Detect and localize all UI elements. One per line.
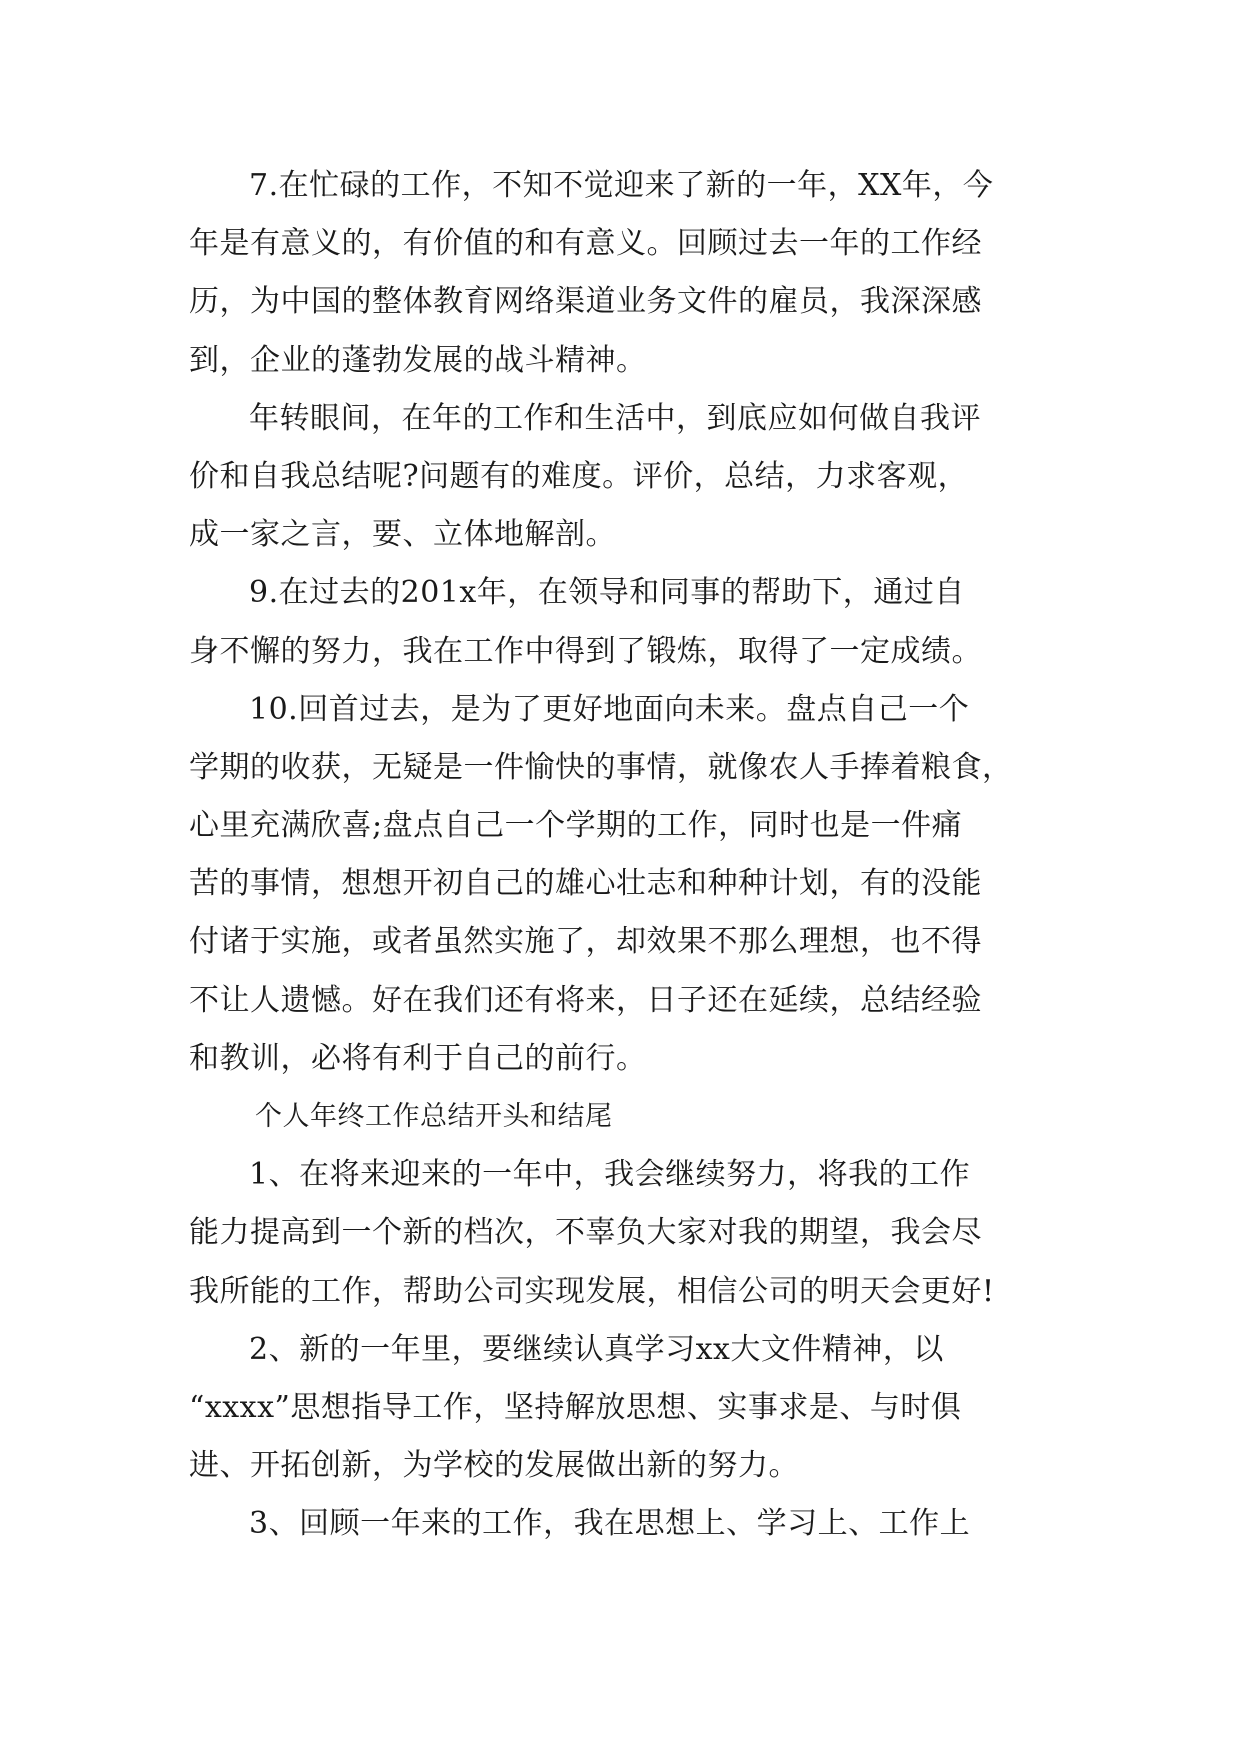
text-line: 不让人遗憾。好在我们还有将来，日子还在延续，总结经验 <box>189 982 982 1018</box>
text-line: 成一家之言，要、立体地解剖。 <box>189 517 616 553</box>
text-line: 历，为中国的整体教育网络渠道业务文件的雇员，我深深感 <box>189 284 982 320</box>
text-line: 1、在将来迎来的一年中，我会继续努力，将我的工作 <box>249 1157 971 1193</box>
text-line: 2、新的一年里，要继续认真学习xx大文件精神，以 <box>249 1331 944 1367</box>
paragraph-10 <box>189 681 1049 1088</box>
paragraph-9 <box>189 564 1049 680</box>
paragraph-7 <box>189 157 1049 390</box>
text-line: 付诸于实施，或者虽然实施了，却效果不那么理想，也不得 <box>189 924 982 960</box>
text-line: 年是有意义的，有价值的和有意义。回顾过去一年的工作经 <box>189 226 982 262</box>
text-line: 学期的收获，无疑是一件愉快的事情，就像农人手捧着粮食， <box>189 749 1013 785</box>
closing-paragraph-2 <box>189 1321 1049 1496</box>
paragraph-8 <box>189 390 1049 565</box>
text-line: 10.回首过去，是为了更好地面向未来。盘点自己一个 <box>249 691 970 727</box>
text-line: 价和自我总结呢?问题有的难度。评价，总结，力求客观， <box>189 458 969 494</box>
text-line: 我所能的工作，帮助公司实现发展，相信公司的明天会更好! <box>189 1273 995 1309</box>
document-body <box>189 157 1049 1554</box>
text-line: “xxxx”思想指导工作，坚持解放思想、实事求是、与时俱 <box>189 1389 962 1425</box>
closing-paragraph-3 <box>189 1495 1049 1553</box>
text-line: 7.在忙碌的工作，不知不觉迎来了新的一年，XX年，今 <box>249 168 994 203</box>
text-line: 9.在过去的201x年，在领导和同事的帮助下，通过自 <box>249 575 965 611</box>
text-line: 3、回顾一年来的工作，我在思想上、学习上、工作上 <box>249 1506 971 1542</box>
text-line: 身不懈的努力，我在工作中得到了锻炼，取得了一定成绩。 <box>189 633 982 669</box>
text-line: 苦的事情，想想开初自己的雄心壮志和种种计划，有的没能 <box>189 866 982 902</box>
section-heading-text: 个人年终工作总结开头和结尾 <box>255 1101 613 1132</box>
text-line: 心里充满欣喜;盘点自己一个学期的工作，同时也是一件痛 <box>189 808 963 844</box>
text-line: 能力提高到一个新的档次，不辜负大家对我的期望，我会尽 <box>189 1215 982 1251</box>
text-line: 进、开拓创新，为学校的发展做出新的努力。 <box>189 1448 799 1484</box>
text-line: 和教训，必将有利于自己的前行。 <box>189 1040 647 1076</box>
text-line: 年转眼间，在年的工作和生活中，到底应如何做自我评 <box>249 400 981 436</box>
closing-paragraph-1 <box>189 1146 1049 1321</box>
text-line: 到，企业的蓬勃发展的战斗精神。 <box>189 342 647 378</box>
section-heading <box>189 1088 1049 1146</box>
